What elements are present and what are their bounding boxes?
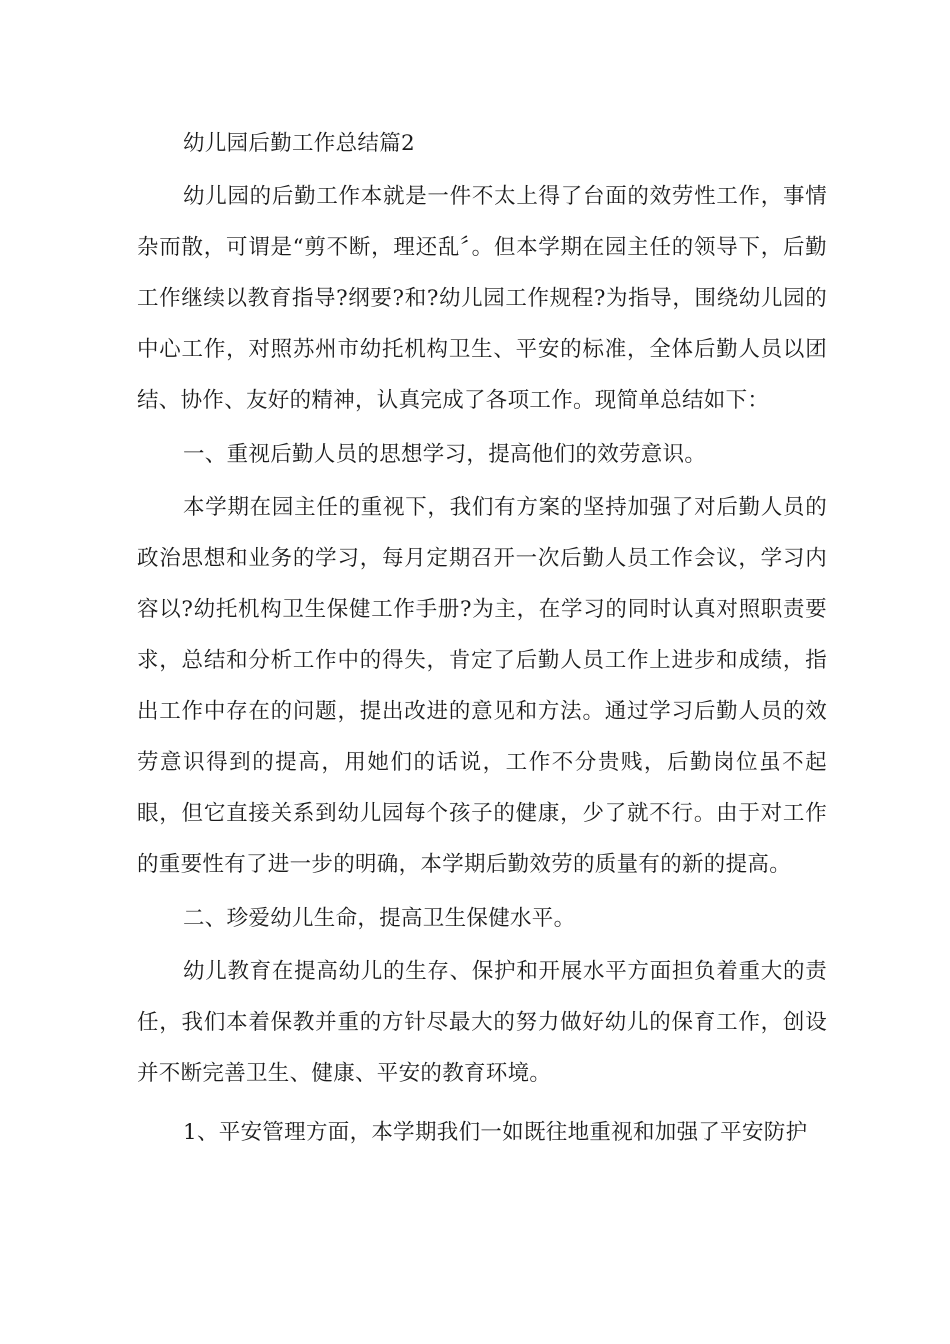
paragraph-section-1: 本学期在园主任的重视下，我们有方案的坚持加强了对后勤人员的政治思想和业务的学习，每月定期召开一次后勤人员工作会议，学习内容以?幼托机构卫生保健工作手册?为主，在学习的同时认真对照职责要求，总结和分析工作中的得失，肯定了后勤人员工作上进步和成绩，指出工作中存在的问题，提出改进的意见和方法。通过学习后勤人员的效劳意识得到的提高，用她们的话说，工作不分贵贱，后勤岗位虽不起眼，但它直接关系到幼儿园每个孩子的健康，少了就不行。由于对工作的重要性有了进一步的明确，本学期后勤效劳的质量有的新的提高。 [137, 495, 827, 877]
section-heading-1: 一、重视后勤人员的思想学习，提高他们的效劳意识。 [183, 442, 707, 467]
paragraph-section-2: 幼儿教育在提高幼儿的生存、保护和开展水平方面担负着重大的责任，我们本着保教并重的方针尽最大的努力做好幼儿的保育工作，创设并不断完善卫生、健康、平安的教育环境。 [137, 959, 827, 1086]
paragraph-item-1: 1、平安管理方面，本学期我们一如既往地重视和加强了平安防护 [183, 1120, 808, 1145]
document-page [137, 118, 827, 1160]
document-title: 幼儿园后勤工作总结篇2 [183, 131, 415, 156]
paragraph-intro: 幼儿园的后勤工作本就是一件不太上得了台面的效劳性工作，事情杂而散，可谓是“剪不断，理还乱〞。但本学期在园主任的领导下，后勤工作继续以教育指导?纲要?和?幼儿园工作规程?为指导，围绕幼儿园的中心工作，对照苏州市幼托机构卫生、平安的标准，全体后勤人员以团结、协作、友好的精神，认真完成了各项工作。现简单总结如下： [137, 184, 827, 413]
section-heading-2: 二、珍爱幼儿生命，提高卫生保健水平。 [183, 906, 576, 931]
